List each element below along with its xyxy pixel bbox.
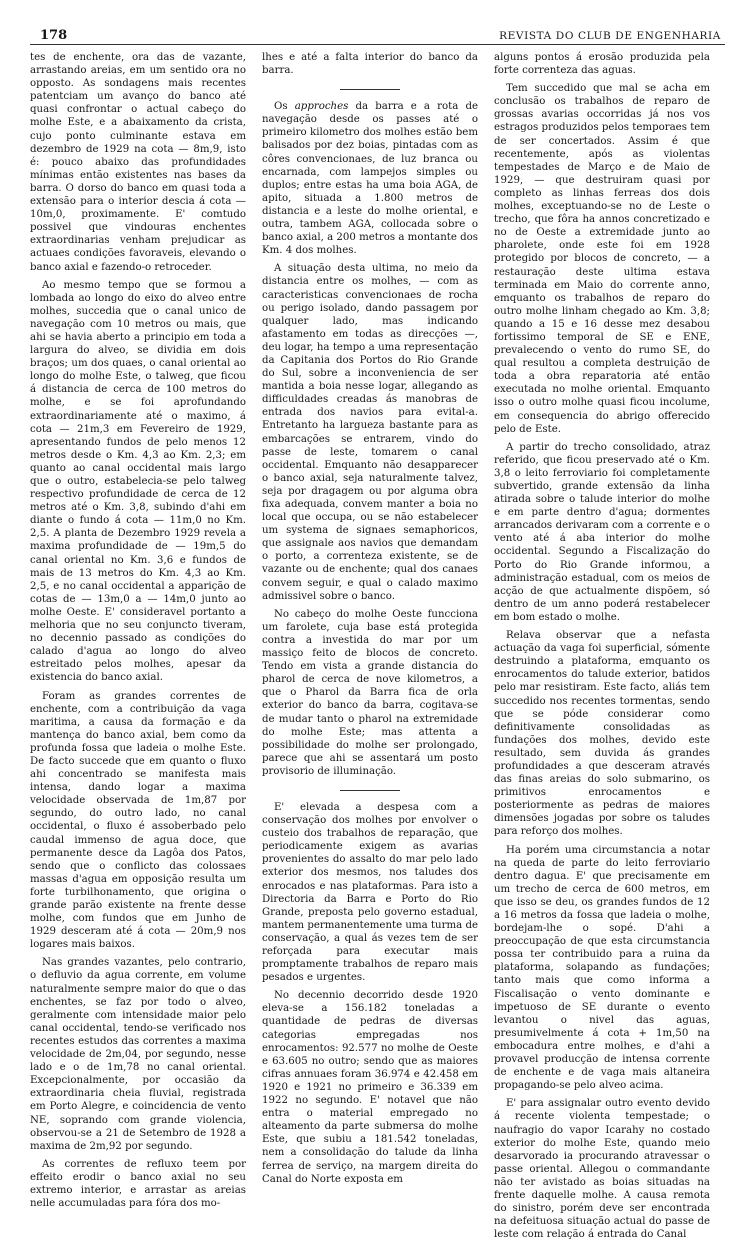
paragraph: E' elevada a despesa com a conservação dos molhes por envolver o custeio dos trabalhos de reparação, que periodicamente exigem as avarias provenientes do assalto do mar pelo lado exterior dos mesmos, nos taludes dos enrocados e nas plataformas. Para isto a Directoria da Barra e Porto do Rio Grande, preposta pelo governo estadual, mantem permanentemente uma turma de conservação, a qual ás vezes tem de ser reforçada para executar mais promptamente trabalhos de reparo mais pesados e urgentes. [262,801,478,984]
column-middle [262,51,478,1246]
paragraph: E' para assignalar outro evento devido á recente violenta tempestade; o naufragio do vapor Icarahy no costado exterior do molhe Este, quando meio desarvorado ia procurando atravessar o passe oriental. Allegou o commandante não ter avistado as boias situadas na frente daquelle molhe. A causa remota do sinistro, porém deve ser encontrada na defeituosa situação actual do passe de leste com relação á entrada do Canal [494,1098,710,1241]
paragraph: Ao mesmo tempo que se formou a lombada ao longo do eixo do alveo entre molhes, succedia que o canal unico de navegação com 10 metros ou mais, que ahi se havia aberto a principio em toda a largura do alveo, se dividia em dois braços; um dos quaes, o canal oriental ao longo do molhe Este, o talweg, que ficou á distancia de cerca de 100 metros do molhe, e se foi aprofundando extraordinariamente até o maximo, á cota — 21m,3 em Fevereiro de 1929, apresentando fundos de pelo menos 12 metros desde o Km. 4,3 ao Km. 2,3; em quanto ao canal occidental mais largo que o outro, estabelecia-se pelo talweg respectivo profundidade de cerca de 12 metros até o Km. 3,8, subindo d'ahi em diante o fundo á cota — 11m,0 no Km. 2,5. A planta de Dezembro 1929 revela a maxima profundidade de — 19m,5 do canal oriental no Km. 3,6 e fundos de mais de 13 metros do Km. 4,3 ao Km. 2,5, e no canal occidental a apparição de cotas de — 13m,0 a — 14m,0 junto ao molhe Oeste. E' consideravel portanto a melhoria que no seu conjuncto tiveram, no decennio passado as condições do calado d'agua ao longo do alveo estreitado pelos molhes, apesar da existencia do banco axial. [30,279,246,684]
running-title: REVISTA DO CLUB DE ENGENHARIA [499,30,721,42]
paragraph [262,100,478,257]
paragraph: Tem succedido que mal se acha em conclusão os trabalhos de reparo de grossas avarias occorridas já nos vos estragos produzidos pelos temporaes tem de ser concertados. Assim é que recentemente, após as violentas tempestades de Março e de Maio de 1929, — que destruiram quasi por completo as linhas ferreas dos dois molhes, exceptuando-se no de Leste o trecho, que fôra ha annos concretizado e no de Oeste a extremidade junto ao pharolete, onde este foi em 1928 protegido por blocos de concreto, — a restauração deste ultima estava terminada em Maio do corrente anno, emquanto os trabalhos de reparo do outro molhe linham chegado ao Km. 3,8; quando a 15 e 16 desse mez desabou fortissimo temporal de SE e ENE, prevalecendo o vento do rumo SE, do qual resultou a completa destruição de toda a obra reparatoria até então executada no molhe oriental. Emquanto isso o outro molhe quasi ficou incolume, em consequencia do abrigo offerecido pelo de Este. [494,83,710,435]
paragraph: As correntes de refluxo teem por effeito erodir o banco axial no seu extremo interior, e arrastar as areias nelle accumuladas para fóra dos mo- [30,1158,246,1210]
approach-rest: da barra e a rota de navegação desde os passes até o primeiro kilometro dos molhes estão bem balisados por dez boias, pintadas com as côres convencionaes, de luz branca ou encarnada, com lampejos simples ou duplos; entre estas ha uma boia AGA, de apito, situada a 1.800 metros de distancia e a leste do molhe oriental, e outra, tambem AGA, collocada sobre o banco axial, a 200 metros a montante dos Km. 4 dos molhes. [262,101,479,257]
paragraph: Nas grandes vazantes, pelo contrario, o defluvio da agua corrente, em volume naturalmente sempre maior do que o das enchentes, se faz por todo o alveo, geralmente com intensidade maior pelo canal occidental, tendo-se verificado nos recentes estudos das correntes a maxima velocidade de 2m,04, por segundo, nesse lado e o de 1m,78 no canal oriental. Excepcionalmente, por occasião da extraordinaria cheia fluvial, registrada em Porto Alegre, e coincidencia de vento NE, soprando com grande violencia, observou-se a 21 de Setembro de 1928 a maxima de 2m,92 por segundo. [30,957,246,1152]
paragraph: lhes e até a falta interior do banco da barra. [262,52,478,77]
paragraph: Relava observar que a nefasta actuação da vaga foi superficial, sómente destruindo a plataforma, emquanto os enrocamentos do talude exterior, batidos pelo mar resistiram. Este facto, aliás tem succedido nos recentes tormentas, sendo que se póde considerar como definitivamente consolidadas as fundações dos molhes, devido este resultado, sem duvida ás grandes profundidades a que desceram através das finas areias do solo submarino, os primitivos enrocamentos e posteriormente as pedras de maiores dimensões jogadas por sobre os taludes para reforço dos molhes. [494,630,710,838]
paragraph: No cabeço do molhe Oeste funcciona um farolete, cuja base está protegida contra a investida do mar por um massiço feito de blocos de concreto. Tendo em vista a grande distancia do pharol de cerca de nove kilometros, a que o Pharol da Barra fica de orla exterior do banco da barra, cogitava-se de mudar tanto o pharol na extremidade do molhe Este; mas attenta a possibilidade do molhe ser prolongado, parece que ahi se assentará um posto provisorio de illuminação. [262,608,478,777]
page-number: 178 [40,28,68,43]
paragraph: Foram as grandes correntes de enchente, com a contribuição da vaga maritima, a causa da formação e da mantença do banco axial, bem como da profunda fossa que ladeia o molhe Este. De facto succede que em quanto o fluxo ahi concentrado se manifesta mais intensa, dando logar a maxima velocidade observada de 1m,87 por segundo, do outro lado, no canal occidental, o fluxo é assoberbado pelo caudal immenso de agua doce, que permanente desce da Lagôa dos Patos, sendo que o conflicto das colossaes massas d'agua em opposição resulta um forte turbilhonamento, que origina o grande parão existente na frente desse molhe, com fundos que em Junho de 1929 desceram até á cota — 20m,9 nos logares mais baixos. [30,690,246,951]
paragraph: Ha porém uma circumstancia a notar na queda de parte do leito ferroviario dentro dagua. E' que precisamente em um trecho de cerca de 600 metros, em que isso se deu, os grandes fundos de 12 a 16 metros da fossa que ladeia o molhe, bordejam-lhe o sopé. D'ahi a preoccupação de que esta circumstancia possa ter contribuido para a ruina da plataforma, solapando as fundações; tanto mais que como informa a Fiscalisação o vento dominante e impetuoso de SE durante o evento levantou o nivel das aguas, presumivelmente á cota + 1m,50 na embocadura entre molhes, e d'ahi a provavel producção de intensa corrente de enchente e de vaga mais altaneira propagando-se pelo alveo acima. [494,844,710,1092]
paragraph: alguns pontos á erosão produzida pela forte correnteza das aguas. [494,52,710,77]
approaches-term: approches [294,101,349,113]
paragraph: A partir do trecho consolidado, atraz referido, que ficou preservado até o Km. 3,8 o leito ferroviario foi completamente subvertido, grande extensão da linha atirada sobre o talude interior do molhe e em parte dentro d'agua; dormentes arrancados derivaram com a corrente e o vento até á aba interior do molhe occidental. Segundo a Fiscalização do Porto do Rio Grande informou, a administração estadual, com os meios de acção de que actualmente dispõem, só dentro de um anno poderá restabelecer em bom estado o molhe. [494,441,710,623]
text-columns [30,51,725,1246]
paragraph: No decennio decorrido desde 1920 eleva-se a 156.182 toneladas a quantidade de pedras de diversas categorias empregadas nos enrocamentos: 92.577 no molhe de Oeste e 63.605 no outro; sendo que as maiores cifras annuaes foram 36.974 e 42.458 em 1920 e 1921 no primeiro e 36.339 em 1922 no segundo. E' notavel que não entra o material empregado no alteamento da parte submersa do molhe Este, que subiu a 181.542 toneladas, nem a consolidação do talude da linha ferrea de serviço, na margem direita do Canal do Norte exposta em [262,990,478,1185]
approach-intro: Os [274,101,295,113]
page-header [30,14,725,45]
paragraph: tes de enchente, ora das de vazante, arrastando areias, em um sentido ora no opposto. As sondagens mais recentes patentciam um avanço do banco até quasi confrontar o actual cabeço do molhe Este, e a abaixamento da crista, cujo ponto culminante estava em dezembro de 1929 na cota — 8m,9, isto é: pouco abaixo das profundidades mínimas então existentes nas bases da barra. O dorso do banco em quasi toda a extensão para o interior descia á cota — 10m,0, proximamente. E' comtudo possivel que vindouras enchentes extraordinarias venham prejudicar as actuaes condições favoraveis, elevando o banco axial e fazendo-o retroceder. [30,52,246,273]
column-right [494,51,710,1246]
section-divider [340,89,400,90]
paragraph: A situação desta ultima, no meio da distancia entre os molhes, — com as caracteristicas convencionaes de rocha ou perigo isolado, dando passagem por qualquer lado, mas indicando afastamento em todas as direcções —, deu logar, ha tempo a uma representação da Capitania dos Portos do Rio Grande do Sul, sobre a inconveniencia de ser mantida a boia nesse logar, allegando as difficuldades creadas ás manobras de entrada dos navios para evital-a. Entretanto ha largueza bastante para as embarcações se entrarem, vindo do passe de leste, tomarem o canal occidental. Emquanto não desapparecer o banco axial, seja naturalmente talvez, seja por dragagem ou por alguma obra fixa adequada, convem manter a boia no local que occupa, ou se não estabelecer um systema de signaes semaphoricos, que assignale aos navios que demandam o porto, a correnteza existente, se de vazante ou de enchente; qual dos canaes convem seguir, e qual o calado maximo admissivel sobre o banco. [262,263,478,602]
section-divider [340,790,400,791]
column-left [30,51,246,1246]
